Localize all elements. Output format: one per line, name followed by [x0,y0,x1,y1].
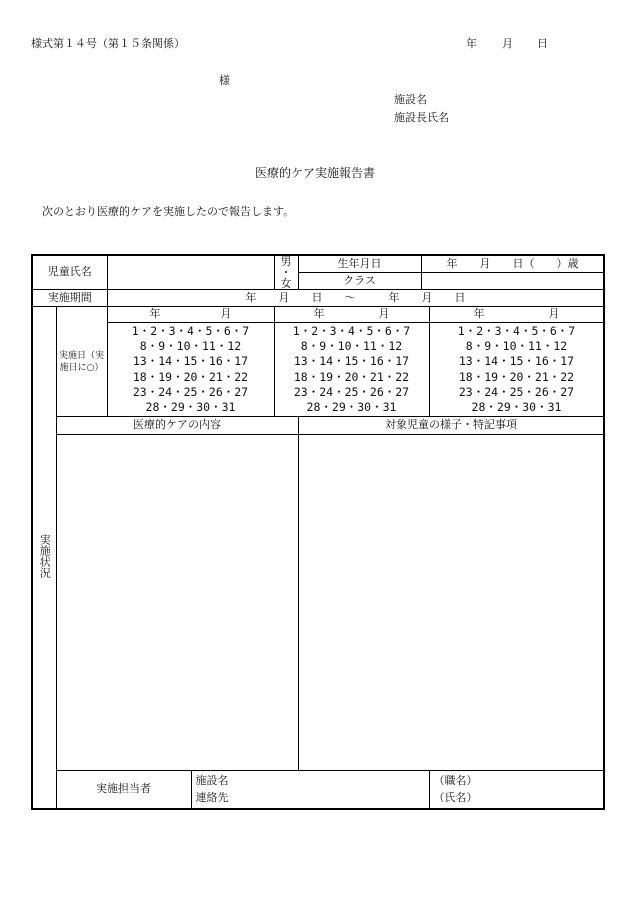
period-label-cell [32,290,107,307]
staff-title-label: （職名） [433,774,478,788]
month-3-header[interactable] [429,307,604,323]
class-label-cell [298,272,421,289]
month-1-month: 月 [220,307,232,321]
birthdate-label: 生年月日 [337,256,382,270]
child-name-field[interactable] [107,255,274,290]
day-row[interactable]: 13・14・15・16・17 [132,354,249,369]
day-row[interactable]: 23・24・25・26・27 [132,384,249,399]
facility-name-label: 施設名 [394,93,427,106]
sex-dot: ・ [280,266,292,279]
director-name-label: 施設長氏名 [394,111,449,124]
class-label: クラス [343,273,376,287]
addressee-suffix: 様 [219,74,230,87]
month-2-month: 月 [378,307,390,321]
month-3-days[interactable] [429,323,604,417]
report-form-table [31,254,605,810]
child-name-label: 児童氏名 [47,265,92,279]
sex-female: 女 [280,277,292,290]
period-field[interactable] [107,290,604,307]
child-notes-header [298,417,604,435]
day-row[interactable]: 28・29・30・31 [471,400,562,415]
day-row[interactable]: 28・29・30・31 [145,400,236,415]
birthdate-field[interactable] [421,255,604,272]
date-month-label: 月 [502,37,513,50]
day-row[interactable]: 18・19・20・21・22 [293,369,410,384]
status-label-cell [32,307,56,809]
day-row[interactable]: 18・19・20・21・22 [132,369,249,384]
child-notes-field[interactable] [298,435,604,771]
month-2-year: 年 [313,307,325,321]
staff-facility-label: 施設名 [195,774,229,788]
period-value: 年 月 日 ～ 年 月 日 [245,290,466,304]
day-row[interactable]: 23・24・25・26・27 [458,384,575,399]
care-content-field[interactable] [56,435,298,771]
birthdate-label-cell [298,255,421,272]
day-row[interactable]: 13・14・15・16・17 [458,354,575,369]
month-1-days[interactable] [107,323,274,417]
child-name-label-cell [32,255,107,290]
child-notes-label: 対象児童の様子・特記事項 [385,418,517,432]
intro-text: 次のとおり医療的ケアを実施したので報告します。 [42,205,295,218]
staff-label: 実施担当者 [96,782,151,796]
staff-contact-label: 連絡先 [195,791,229,805]
month-3-month: 月 [548,307,560,321]
month-3-year: 年 [473,307,485,321]
day-row[interactable]: 18・19・20・21・22 [458,369,575,384]
day-row[interactable]: 1・2・3・4・5・6・7 [131,323,250,338]
document-title: 医療的ケア実施報告書 [254,166,375,180]
staff-name-label: （氏名） [433,791,478,805]
day-row[interactable]: 28・29・30・31 [306,400,397,415]
sex-male: 男 [280,255,292,268]
care-content-label: 医療的ケアの内容 [133,418,221,432]
month-2-days[interactable] [274,323,429,417]
date-year-label: 年 [466,37,477,50]
staff-person-cell[interactable] [429,771,604,809]
month-1-header[interactable] [107,307,274,323]
day-row[interactable]: 23・24・25・26・27 [293,384,410,399]
staff-facility-cell[interactable] [191,771,429,809]
day-row[interactable]: 1・2・3・4・5・6・7 [457,323,576,338]
month-1-year: 年 [149,307,161,321]
day-row[interactable]: 1・2・3・4・5・6・7 [292,323,411,338]
days-label: 実施日（実施日に○） [58,350,104,373]
day-row[interactable]: 13・14・15・16・17 [293,354,410,369]
days-label-cell [56,307,107,417]
status-label: 実施状況 [38,533,52,578]
birthdate-value: 年 月 日（ ）歳 [446,256,579,270]
staff-label-cell [56,771,191,809]
form-number: 様式第１４号（第１５条関係） [31,37,185,50]
month-2-header[interactable] [274,307,429,323]
care-content-header [56,417,298,435]
class-field[interactable] [421,272,604,289]
period-label: 実施期間 [47,290,92,304]
day-row[interactable]: 8・9・10・11・12 [139,338,242,353]
day-row[interactable]: 8・9・10・11・12 [465,338,568,353]
day-row[interactable]: 8・9・10・11・12 [300,338,403,353]
sex-cell[interactable] [274,255,298,290]
date-day-label: 日 [537,37,548,50]
